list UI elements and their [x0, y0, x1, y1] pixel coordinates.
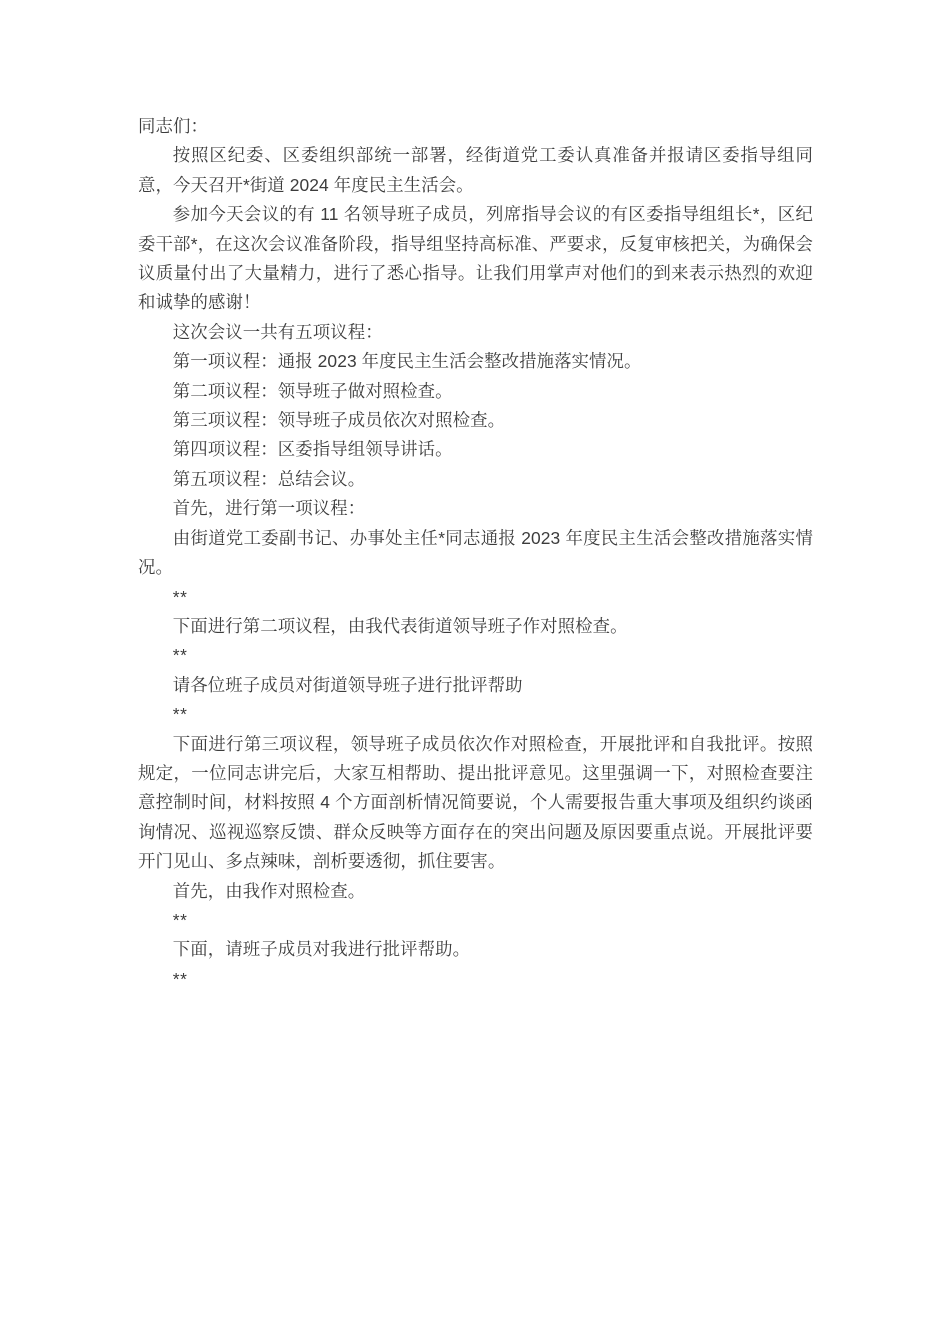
paragraph-placeholder-2: **: [172, 645, 188, 666]
paragraph-agenda-item-5: 第五项议程：总结会议。: [172, 468, 366, 489]
paragraph-invite-criticism-self: 下面，请班子成员对我进行批评帮助。: [172, 939, 471, 960]
paragraph-placeholder-4: **: [172, 909, 188, 930]
paragraph-proceed-third-item: 下面进行第三项议程，领导班子成员依次作对照检查，开展批评和自我批评。按照规定，一位同志讲完后，大家互相帮助、提出批评意见。这里强调一下，对照检查要注意控制时间，材料按照 4 个方面剖析情况简要说，个人需要报告重大事项及组织约谈函询情况、巡视巡察反馈、群众反映等方面存在的突出问题及原因要重点说。开展批评要开门见山、多点辣味，剖析要透彻，抓住要害。: [138, 733, 813, 872]
paragraph-opening-statement: 按照区纪委、区委组织部统一部署，经街道党工委认真准备并报请区委指导组同意，今天召开*街道 2024 年度民主生活会。: [138, 145, 813, 195]
paragraph-agenda-item-3: 第三项议程：领导班子成员依次对照检查。: [172, 410, 506, 431]
paragraph-placeholder-5: **: [172, 968, 188, 989]
paragraph-agenda-item-1: 第一项议程：通报 2023 年度民主生活会整改措施落实情况。: [172, 351, 642, 372]
paragraph-placeholder-1: **: [172, 586, 188, 607]
paragraph-first-item-detail: 由街道党工委副书记、办事处主任*同志通报 2023 年度民主生活会整改措施落实情况。: [138, 527, 813, 578]
paragraph-salutation: 同志们：: [138, 116, 208, 136]
paragraph-invite-criticism-team: 请各位班子成员对街道领导班子进行批评帮助: [172, 674, 523, 695]
paragraph-agenda-item-2: 第二项议程：领导班子做对照检查。: [172, 380, 453, 401]
paragraph-proceed-second-item: 下面进行第二项议程，由我代表街道领导班子作对照检查。: [172, 615, 628, 636]
paragraph-agenda-intro: 这次会议一共有五项议程：: [172, 321, 383, 342]
paragraph-agenda-item-4: 第四项议程：区委指导组领导讲话。: [172, 439, 453, 460]
paragraph-proceed-first-item: 首先，进行第一项议程：: [172, 498, 366, 519]
document-body: [138, 112, 813, 994]
paragraph-self-examination-first: 首先，由我作对照检查。: [172, 880, 366, 901]
paragraph-placeholder-3: **: [172, 704, 188, 725]
paragraph-attendance-statement: 参加今天会议的有 11 名领导班子成员，列席指导会议的有区委指导组组长*，区纪委干部*，在这次会议准备阶段，指导组坚持高标准、严要求，反复审核把关，为确保会议质量付出了大量精力，进行了悉心指导。让我们用掌声对他们的到来表示热烈的欢迎和诚挚的感谢！: [138, 204, 813, 313]
